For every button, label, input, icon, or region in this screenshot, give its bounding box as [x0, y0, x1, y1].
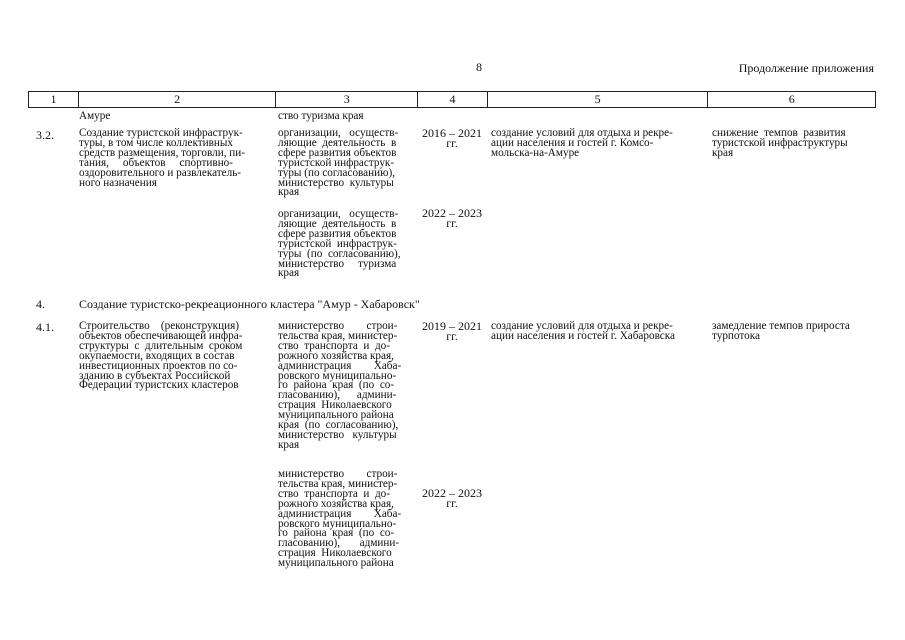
row-3-2-number: 3.2.: [36, 128, 54, 142]
header-col-4: 4: [418, 92, 488, 107]
header-col-6: 6: [788, 92, 795, 106]
row-4-1-period-2: 2022 – 2023 гг.: [422, 486, 482, 510]
section-4-title: Создание туристско-рекреационного кластера "Амур - Хабаровск": [79, 297, 420, 311]
row-3-2-risk: снижение темпов развития туристской инфраструктуры края: [712, 127, 848, 159]
row-3-2-title: Создание туристской инфраструк- туры, в том числе коллективных средств размещения, торговли, пи- тания, объектов спортивно- оздоровительного и развлекатель- ного назначения: [79, 127, 245, 189]
row-4-1-executor-1: министерство строи- тельства края, министер- ство транспорта и до- рожного хозяйства края, администрация Хаба- ровского муниципально- го района края (по со- гласованию), админи- страция Николаевского муниципального района края (по согласованию), министерство культуры края: [278, 320, 402, 451]
row-4-1-period-1: 2019 – 2021 гг.: [422, 319, 482, 343]
row-4-1-result: создание условий для отдыха и рекре- ации населения и гостей г. Хабаровска: [491, 320, 676, 342]
row-3-2-executor-2: организации, осуществ- ляющие деятельность в сфере развития объектов туристской инфраструк- туры (по согласованию), министерство туризма края: [278, 208, 401, 280]
page-note: Продолжение приложения: [738, 61, 874, 75]
header-col-2: 2: [79, 92, 277, 107]
section-4-number: 4.: [36, 297, 45, 311]
row-3-2-period-2: 2022 – 2023 гг.: [422, 206, 482, 230]
carry-col3: ство туризма края: [278, 110, 364, 122]
row-4-1-executor-2: министерство строи- тельства края, министер- ство транспорта и до- рожного хозяйства края, администрация Хаба- ровского муниципально- го района края (по со- гласованию), админи- страция Николаевского муниципального района: [278, 468, 402, 570]
row-4-1-number: 4.1.: [36, 320, 54, 334]
header-col-5: 5: [488, 92, 708, 107]
table-header: [28, 91, 876, 108]
row-3-2-executor-1: организации, осуществ- ляющие деятельность в сфере развития объектов туристской инфраструк- туры (по согласованию), министерство культуры края: [278, 127, 399, 199]
row-3-2-result: создание условий для отдыха и рекре- ации населения и гостей г. Комсо- мольска-на-Амуре: [491, 127, 673, 159]
row-4-1-title: Строительство (реконструкция) объектов обеспечивающей инфра- структуры с длительным сроком окупаемости, входящих в состав инвестиционных проектов по со- зданию в субъектах Российской Федерации туристских кластеров: [79, 320, 243, 392]
carry-col2: Амуре: [79, 110, 111, 122]
row-4-1-risk: замедление темпов прироста турпотока: [712, 320, 850, 342]
page-number: 8: [476, 60, 482, 74]
header-col-1: 1: [29, 92, 79, 107]
header-col-3: 3: [276, 92, 418, 107]
row-3-2-period-1: 2016 – 2021 гг.: [422, 126, 482, 150]
